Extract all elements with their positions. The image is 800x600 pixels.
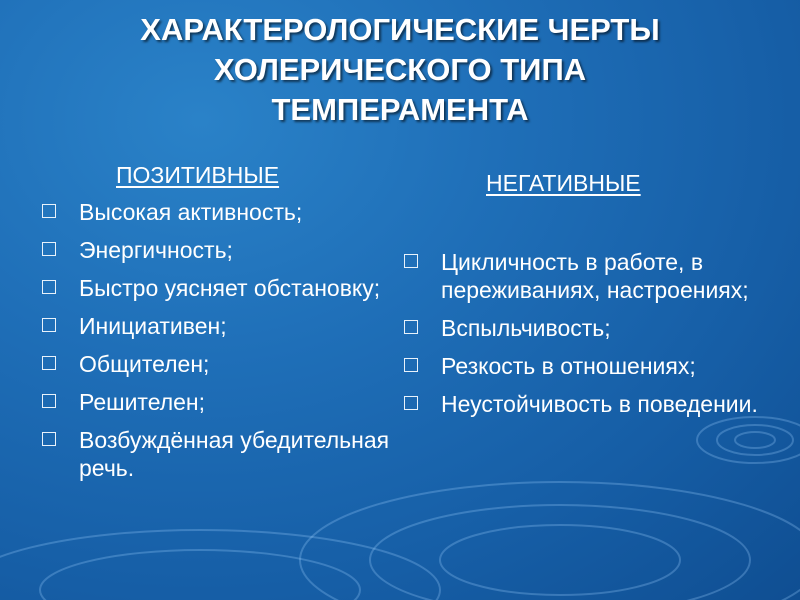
square-bullet-icon <box>42 318 56 332</box>
positive-column <box>40 160 395 492</box>
list-item <box>40 426 395 482</box>
square-bullet-icon <box>404 254 418 268</box>
list-item <box>40 274 395 302</box>
list-item-text: Высокая активность; <box>79 199 303 225</box>
list-item-text: Инициативен; <box>79 313 227 339</box>
list-item-text: Энергичность; <box>79 237 233 263</box>
list-item-text: Резкость в отношениях; <box>441 353 696 379</box>
title-line: ТЕМПЕРАМЕНТА <box>271 92 529 127</box>
square-bullet-icon <box>42 242 56 256</box>
square-bullet-icon <box>404 396 418 410</box>
list-item-text: Общителен; <box>79 351 210 377</box>
list-item <box>402 390 782 418</box>
list-item-text: Цикличность в работе, в переживаниях, настроениях; <box>441 249 749 303</box>
square-bullet-icon <box>42 356 56 370</box>
list-item <box>402 248 782 304</box>
title-line: ХАРАКТЕРОЛОГИЧЕСКИЕ ЧЕРТЫ <box>140 12 660 47</box>
square-bullet-icon <box>42 204 56 218</box>
negative-column <box>402 160 782 428</box>
positive-list <box>40 198 395 482</box>
list-item <box>40 236 395 264</box>
square-bullet-icon <box>42 394 56 408</box>
list-item <box>40 312 395 340</box>
negative-list <box>402 248 782 418</box>
list-item-text: Быстро уясняет обстановку; <box>79 275 381 301</box>
square-bullet-icon <box>42 432 56 446</box>
list-item <box>40 350 395 378</box>
slide-title <box>60 10 740 130</box>
list-item-text: Неустойчивость в поведении. <box>441 391 758 417</box>
list-item-text: Вспыльчивость; <box>441 315 611 341</box>
square-bullet-icon <box>404 320 418 334</box>
square-bullet-icon <box>42 280 56 294</box>
title-line: ХОЛЕРИЧЕСКОГО ТИПА <box>213 52 587 87</box>
list-item <box>402 314 782 342</box>
list-item <box>40 198 395 226</box>
list-item <box>402 352 782 380</box>
negative-heading: НЕГАТИВНЫЕ <box>486 170 641 196</box>
list-item-text: Решителен; <box>79 389 206 415</box>
list-item-text: Возбуждённая убедительная речь. <box>79 427 390 481</box>
square-bullet-icon <box>404 358 418 372</box>
list-item <box>40 388 395 416</box>
positive-heading: ПОЗИТИВНЫЕ <box>116 162 280 188</box>
